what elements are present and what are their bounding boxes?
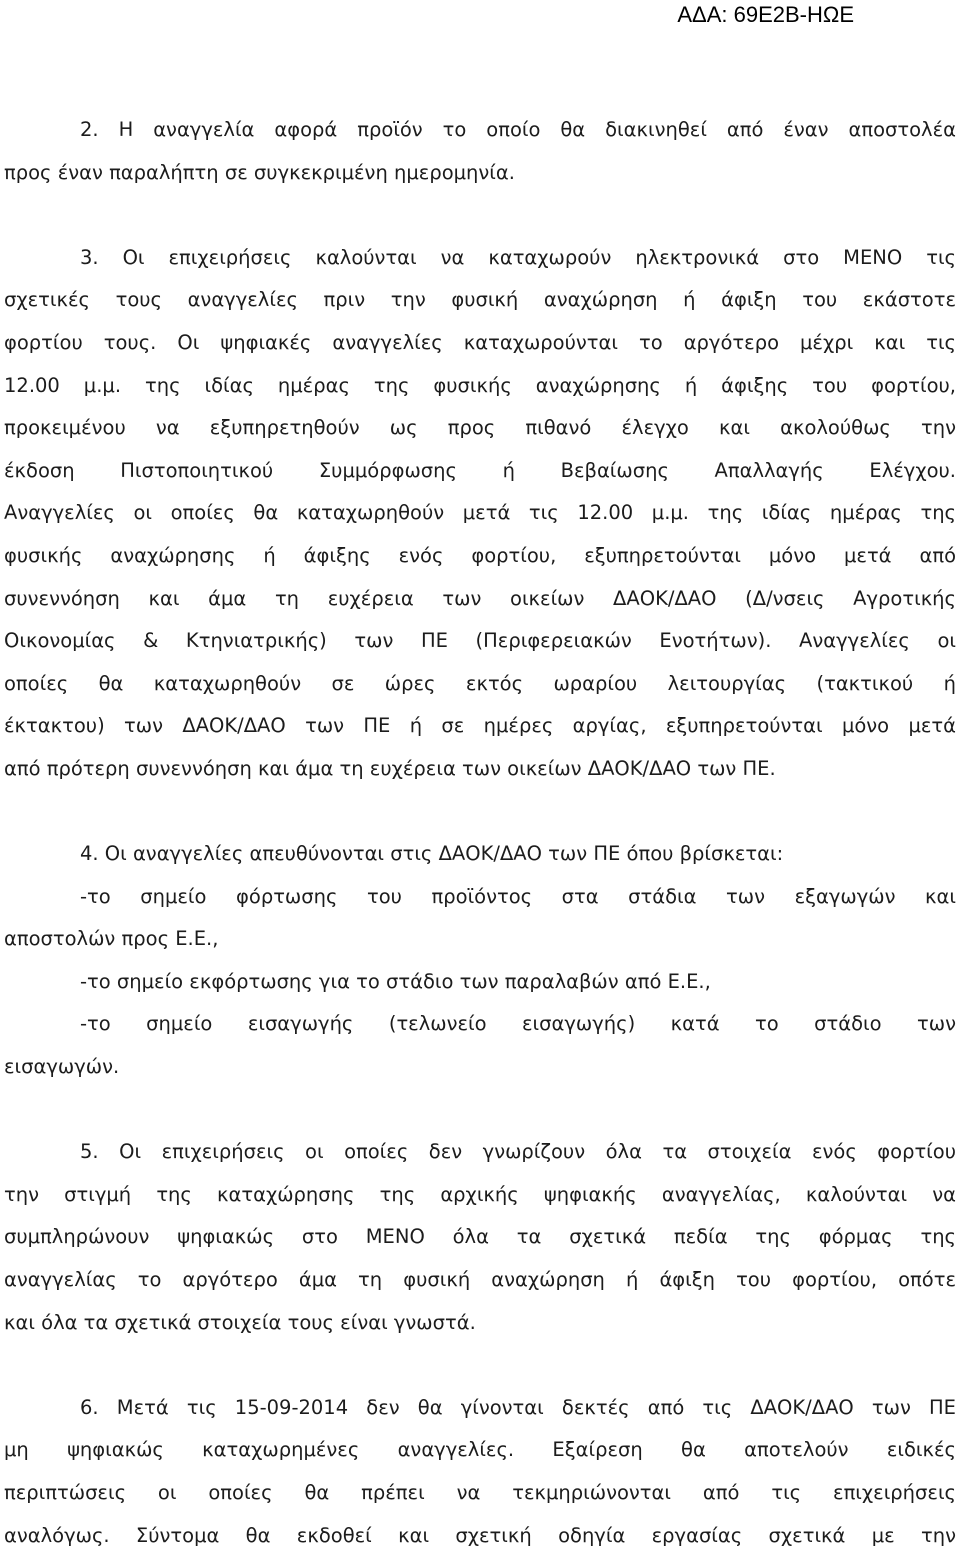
paragraph-6 bbox=[4, 1387, 956, 1557]
paragraph-3 bbox=[4, 237, 956, 791]
paragraph-5 bbox=[4, 1131, 956, 1344]
text-line: -το σημείο εκφόρτωσης για το στάδιο των παραλαβών από Ε.Ε., bbox=[80, 969, 711, 993]
text-line: οποίες θα καταχωρηθούν σε ώρες εκτός ωραρίου λειτουργίας (τακτικού ή bbox=[4, 671, 956, 695]
text-line: αποστολών προς Ε.Ε., bbox=[4, 927, 219, 951]
text-line: 3. Οι επιχειρήσεις καλούνται να καταχωρούν ηλεκτρονικά στο ΜΕΝΟ τις bbox=[80, 245, 956, 269]
ada-code: ΑΔΑ: 69Ε2Β-ΗΩΕ bbox=[677, 2, 854, 27]
text-line: φορτίου τους. Οι ψηφιακές αναγγελίες καταχωρούνται το αργότερο μέχρι και τις bbox=[4, 330, 956, 354]
text-line: την στιγμή της καταχώρησης της αρχικής ψηφιακής αναγγελίας, καλούνται να bbox=[4, 1182, 956, 1206]
text-line: φυσικής αναχώρησης ή άφιξης ενός φορτίου, εξυπηρετούνται μόνο μετά από bbox=[4, 543, 956, 567]
text-line: -το σημείο φόρτωσης του προϊόντος στα στάδια των εξαγωγών και bbox=[80, 884, 956, 908]
text-line: σχετικές τους αναγγελίες πριν την φυσική αναχώρηση ή άφιξη του εκάστοτε bbox=[4, 288, 956, 312]
text-line: περιπτώσεις οι οποίες θα πρέπει να τεκμηριώνονται από τις επιχειρήσεις bbox=[4, 1481, 956, 1504]
text-line: 4. Οι αναγγελίες απευθύνονται στις ΔΑΟΚ/ΔΑΟ των ΠΕ όπου βρίσκεται: bbox=[80, 842, 784, 866]
paragraph-4 bbox=[4, 833, 956, 1089]
text-line: Οικονομίας & Κτηνιατρικής) των ΠΕ (Περιφερειακών Ενοτήτων). Αναγγελίες οι bbox=[4, 629, 956, 653]
text-line: αναλόγως. Σύντομα θα εκδοθεί και σχετική οδηγία εργασίας σχετικά με την bbox=[4, 1523, 956, 1547]
text-line: εισαγωγών. bbox=[4, 1055, 120, 1079]
text-line: από πρότερη συνεννόηση και άμα τη ευχέρεια των οικείων ΔΑΟΚ/ΔΑΟ των ΠΕ. bbox=[4, 756, 776, 780]
text-line: συνεννόηση και άμα τη ευχέρεια των οικείων ΔΑΟΚ/ΔΑΟ (Δ/νσεις Αγροτικής bbox=[4, 586, 956, 610]
text-line: αναγγελίας το αργότερο άμα τη φυσική αναχώρηση ή άφιξη του φορτίου, οπότε bbox=[4, 1268, 956, 1292]
text-line: συμπληρώνουν ψηφιακώς στο ΜΕΝΟ όλα τα σχετικά πεδία της φόρμας της bbox=[4, 1225, 956, 1249]
text-line: μη ψηφιακώς καταχωρημένες αναγγελίες. Εξαίρεση θα αποτελούν ειδικές bbox=[4, 1438, 956, 1462]
text-line: έκδοση Πιστοποιητικού Συμμόρφωσης ή Βεβαίωσης Απαλλαγής Ελέγχου. bbox=[4, 458, 956, 482]
paragraph-2 bbox=[4, 109, 956, 194]
text-line: και όλα τα σχετικά στοιχεία τους είναι γνωστά. bbox=[4, 1310, 476, 1334]
text-line: έκτακτου) των ΔΑΟΚ/ΔΑΟ των ΠΕ ή σε ημέρες αργίας, εξυπηρετούνται μόνο μετά bbox=[4, 714, 956, 738]
text-line: 5. Οι επιχειρήσεις οι οποίες δεν γνωρίζουν όλα τα στοιχεία ενός φορτίου bbox=[80, 1140, 956, 1164]
text-line: Αναγγελίες οι οποίες θα καταχωρηθούν μετά τις 12.00 μ.μ. της ιδίας ημέρας της bbox=[4, 501, 956, 525]
text-line: 2. Η αναγγελία αφορά προϊόν το οποίο θα διακινηθεί από έναν αποστολέα bbox=[80, 118, 956, 141]
document-body bbox=[4, 109, 956, 1557]
text-line: 6. Μετά τις 15-09-2014 δεν θα γίνονται δεκτές από τις ΔΑΟΚ/ΔΑΟ των ΠΕ bbox=[80, 1395, 956, 1419]
text-line: προς έναν παραλήπτη σε συγκεκριμένη ημερομηνία. bbox=[4, 160, 515, 184]
text-line: -το σημείο εισαγωγής (τελωνείο εισαγωγής) κατά το στάδιο των bbox=[80, 1012, 956, 1036]
text-line: προκειμένου να εξυπηρετηθούν ως προς πιθανό έλεγχο και ακολούθως την bbox=[4, 416, 956, 440]
text-line: 12.00 μ.μ. της ιδίας ημέρας της φυσικής αναχώρησης ή άφιξης του φορτίου, bbox=[4, 373, 956, 397]
